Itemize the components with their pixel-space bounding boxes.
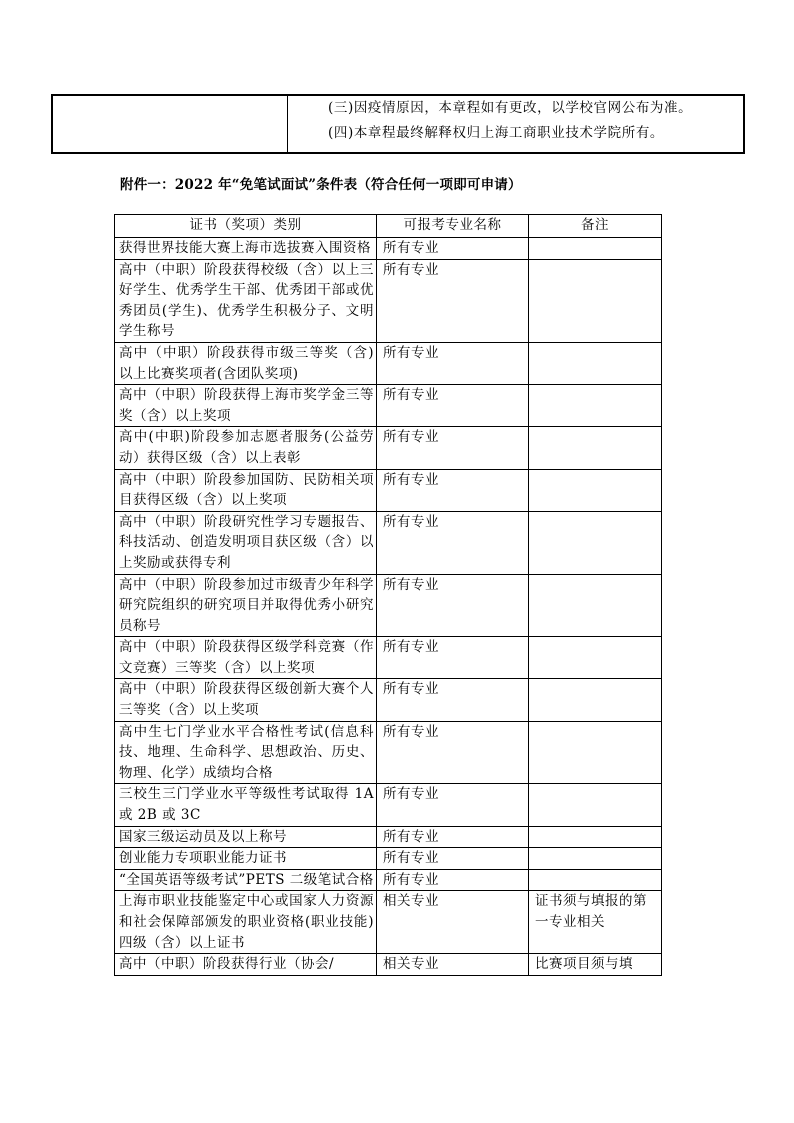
major-cell: 所有专业 [377, 427, 529, 469]
major-cell: 所有专业 [377, 848, 529, 870]
major-cell: 所有专业 [377, 385, 529, 427]
note-cell [529, 238, 662, 260]
note-cell [529, 469, 662, 511]
note-cell [529, 574, 662, 637]
major-cell: 所有专业 [377, 637, 529, 679]
table-row [115, 891, 662, 954]
header-cert-category: 证书（奖项）类别 [115, 215, 377, 238]
major-cell: 所有专业 [377, 342, 529, 384]
major-cell: 所有专业 [377, 259, 529, 342]
major-cell: 所有专业 [377, 679, 529, 721]
cert-cell: 高中（中职）阶段参加国防、民防相关项目获得区级（含）以上奖项 [115, 469, 377, 511]
major-cell: 所有专业 [377, 469, 529, 511]
table-row [115, 954, 662, 976]
table-header-row [115, 215, 662, 238]
cert-cell: 高中（中职）阶段获得行业（协会/ [115, 954, 377, 976]
table-row [115, 574, 662, 637]
note-cell [529, 385, 662, 427]
major-cell: 相关专业 [377, 891, 529, 954]
major-cell: 所有专业 [377, 869, 529, 891]
cert-cell: 高中（中职）阶段获得区级学科竞赛（作文竞赛）三等奖（含）以上奖项 [115, 637, 377, 679]
top-table-empty-cell [52, 95, 288, 153]
cert-cell: 上海市职业技能鉴定中心或国家人力资源和社会保障部颁发的职业资格(职业技能)四级（含）以上证书 [115, 891, 377, 954]
table-row [115, 238, 662, 260]
cert-cell: 高中(中职)阶段参加志愿者服务(公益劳动）获得区级（含）以上表彰 [115, 427, 377, 469]
note-cell [529, 637, 662, 679]
note-cell [529, 259, 662, 342]
cert-cell: 高中（中职）阶段参加过市级青少年科学研究院组织的研究项目并取得优秀小研究员称号 [115, 574, 377, 637]
cert-cell: 高中（中职）阶段获得市级三等奖（含)以上比赛奖项者(含团队奖项) [115, 342, 377, 384]
major-cell: 所有专业 [377, 784, 529, 826]
major-cell: 所有专业 [377, 574, 529, 637]
note-cell [529, 679, 662, 721]
cert-cell: 创业能力专项职业能力证书 [115, 848, 377, 870]
note-cell: 比赛项目须与填 [529, 954, 662, 976]
note-cell [529, 511, 662, 574]
cert-cell: 高中（中职）阶段获得区级创新大赛个人三等奖（含）以上奖项 [115, 679, 377, 721]
cert-cell: “全国英语等级考试”PETS 二级笔试合格 [115, 869, 377, 891]
table-row [115, 469, 662, 511]
major-cell: 所有专业 [377, 721, 529, 784]
top-table [51, 94, 745, 154]
cert-cell: 高中生七门学业水平合格性考试(信息科技、地理、生命科学、思想政治、历史、物理、化学）成绩均合格 [115, 721, 377, 784]
table-row [115, 679, 662, 721]
table-row [115, 342, 662, 384]
header-remarks: 备注 [529, 215, 662, 238]
table-row [115, 259, 662, 342]
header-eligible-majors: 可报考专业名称 [377, 215, 529, 238]
table-row [115, 637, 662, 679]
regulation-line-3: (三)因疫情原因，本章程如有更改，以学校官网公布为准。 [328, 100, 693, 116]
table-row [115, 869, 662, 891]
major-cell: 所有专业 [377, 238, 529, 260]
note-cell [529, 427, 662, 469]
top-table-text-cell [288, 95, 745, 153]
note-cell [529, 721, 662, 784]
note-cell: 证书须与填报的第一专业相关 [529, 891, 662, 954]
cert-cell: 三校生三门学业水平等级性考试取得 1A 或 2B 或 3C [115, 784, 377, 826]
table-row [115, 427, 662, 469]
cert-cell: 高中（中职）阶段获得上海市奖学金三等奖（含）以上奖项 [115, 385, 377, 427]
major-cell: 所有专业 [377, 511, 529, 574]
note-cell [529, 784, 662, 826]
top-table-row [52, 95, 744, 153]
cert-cell: 高中（中职）阶段获得校级（含）以上三好学生、优秀学生干部、优秀团干部或优秀团员(学生)、优秀学生积极分子、文明学生称号 [115, 259, 377, 342]
note-cell [529, 826, 662, 848]
attachment-title: 附件一：2022 年“免笔试面试”条件表（符合任何一项即可申请） [120, 177, 522, 193]
cert-cell: 国家三级运动员及以上称号 [115, 826, 377, 848]
regulation-line-4: (四)本章程最终解释权归上海工商职业技术学院所有。 [328, 125, 665, 141]
table-row [115, 385, 662, 427]
major-cell: 相关专业 [377, 954, 529, 976]
table-row [115, 848, 662, 870]
table-row [115, 721, 662, 784]
conditions-table [114, 214, 662, 976]
note-cell [529, 848, 662, 870]
cert-cell: 获得世界技能大赛上海市选拔赛入围资格 [115, 238, 377, 260]
table-row [115, 784, 662, 826]
cert-cell: 高中（中职）阶段研究性学习专题报告、科技活动、创造发明项目获区级（含）以上奖励或获得专利 [115, 511, 377, 574]
table-row [115, 511, 662, 574]
note-cell [529, 869, 662, 891]
table-row [115, 826, 662, 848]
major-cell: 所有专业 [377, 826, 529, 848]
note-cell [529, 342, 662, 384]
